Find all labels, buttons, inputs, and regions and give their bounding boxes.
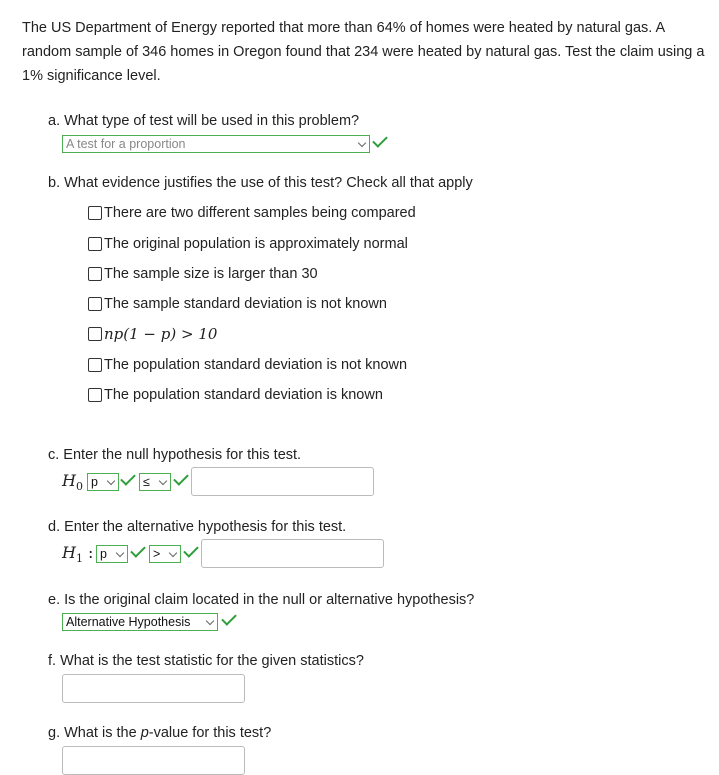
evidence-checkbox-np-condition[interactable] <box>88 327 102 341</box>
h-subscript: 0 <box>75 480 83 494</box>
evidence-checkbox-population-sd-unknown[interactable] <box>88 358 102 372</box>
alt-relation-select[interactable] <box>149 545 181 563</box>
chevron-down-icon <box>206 617 214 625</box>
problem-statement: The US Department of Energy reported that more than 64% of homes were heated by natural gas. A random sample of 346 homes in Oregon found that 234 were heated by natural gas. Test the claim using a 1% significance level. <box>22 20 705 84</box>
chevron-down-icon <box>169 549 177 557</box>
question-g-suffix: -value for this test? <box>148 725 272 741</box>
check-icon <box>221 610 237 626</box>
alt-value-input[interactable] <box>201 539 384 568</box>
question-g-p: p <box>140 725 149 741</box>
evidence-checkbox-two-samples[interactable] <box>88 206 102 220</box>
question-g-prefix: g. What is the <box>48 725 141 741</box>
check-icon <box>120 470 136 486</box>
null-param-select[interactable] <box>87 473 119 491</box>
test-type-select[interactable] <box>62 135 370 153</box>
claim-location-selected: Alternative Hypothesis <box>66 615 191 629</box>
question-f: f. What is the test statistic for the given statistics? <box>48 653 364 669</box>
evidence-label: The sample standard deviation is not known <box>104 296 387 312</box>
evidence-label: The sample size is larger than 30 <box>104 266 318 282</box>
evidence-checkbox-sample-size[interactable] <box>88 267 102 281</box>
null-relation-select[interactable] <box>139 473 171 491</box>
question-g <box>48 725 271 741</box>
h-symbol: H <box>62 543 76 562</box>
p-value-input[interactable] <box>62 746 245 775</box>
check-icon <box>183 542 199 558</box>
test-statistic-input[interactable] <box>62 674 245 703</box>
h-subscript: 1 <box>75 552 83 566</box>
evidence-label: The original population is approximately normal <box>104 236 408 252</box>
evidence-label: The population standard deviation is not known <box>104 357 408 373</box>
evidence-label: The population standard deviation is known <box>104 387 383 403</box>
evidence-checkbox-population-normal[interactable] <box>88 237 102 251</box>
question-a: a. What type of test will be used in this problem? <box>48 113 360 129</box>
claim-location-select[interactable] <box>62 613 218 631</box>
alt-param-selected: p <box>100 547 107 561</box>
chevron-down-icon <box>107 477 115 485</box>
chevron-down-icon <box>358 139 366 147</box>
evidence-checkbox-population-sd-known[interactable] <box>88 388 102 402</box>
question-b: b. What evidence justifies the use of this test? Check all that apply <box>48 175 473 191</box>
null-relation-selected: ≤ <box>143 475 150 489</box>
null-value-input[interactable] <box>191 467 374 496</box>
colon: : <box>88 543 94 562</box>
chevron-down-icon <box>159 477 167 485</box>
evidence-label-formula: np(1 − p) > 10 <box>104 325 218 343</box>
check-icon <box>372 132 388 148</box>
alt-param-select[interactable] <box>96 545 128 563</box>
alt-relation-selected: > <box>153 547 161 561</box>
alt-hypothesis-symbol <box>62 543 93 565</box>
chevron-down-icon <box>116 549 124 557</box>
null-hypothesis-symbol <box>62 471 83 493</box>
check-icon <box>130 542 146 558</box>
evidence-label: There are two different samples being compared <box>104 205 416 221</box>
question-d: d. Enter the alternative hypothesis for this test. <box>48 519 347 535</box>
null-param-selected: p <box>91 475 98 489</box>
evidence-checkbox-sample-sd[interactable] <box>88 297 102 311</box>
check-icon <box>173 470 189 486</box>
question-c: c. Enter the null hypothesis for this test. <box>48 447 302 463</box>
test-type-selected: A test for a proportion <box>66 137 186 151</box>
question-e: e. Is the original claim located in the null or alternative hypothesis? <box>48 592 475 608</box>
h-symbol: H <box>62 471 76 490</box>
